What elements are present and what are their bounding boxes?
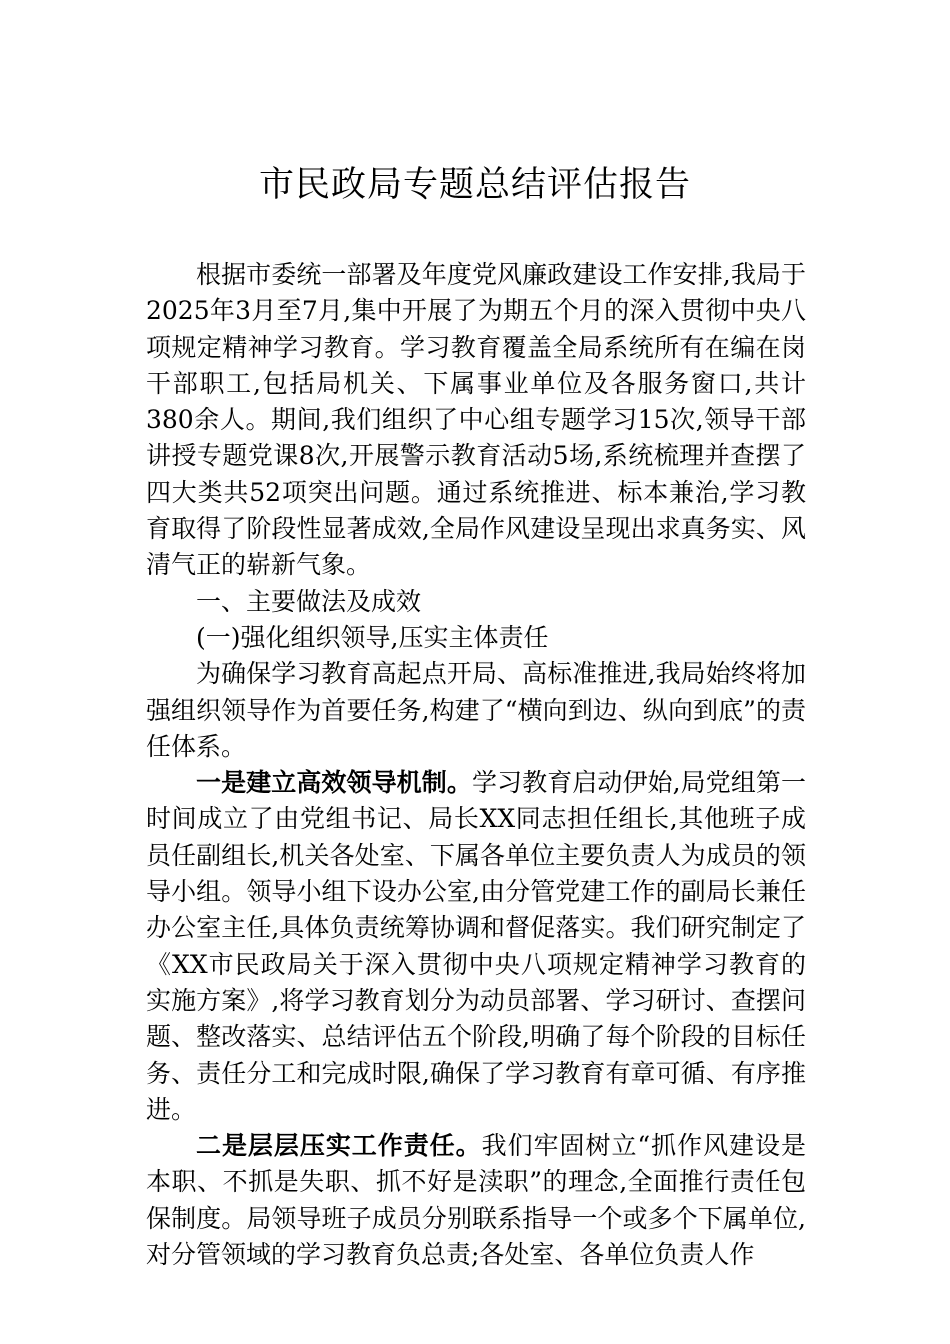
subsection-intro-paragraph (146, 656, 806, 765)
section-heading (146, 584, 806, 620)
paragraph-text: 学习教育启动伊始,局党组第一时间成立了由党组书记、局长XX同志担任组长,其他班子成员任副组长,机关各处室、下属各单位主要负责人为成员的领导小组。领导小组下设办公室,由分管党建工作的副局长兼任办公室主任,具体负责统筹协调和督促落实。我们研究制定了《XX市民政局关于深入贯彻中央八项规定精神学习教育的实施方案》,将学习教育划分为动员部署、学习研讨、查摆问题、整改落实、总结评估五个阶段,明确了每个阶段的目标任务、责任分工和完成时限,确保了学习教育有章可循、有序推进。 (146, 768, 806, 1124)
subsection-heading (146, 620, 806, 656)
point-two-paragraph (146, 1128, 806, 1273)
paragraph-text: 我们牢固树立“抓作风建设是本职、不抓是失职、抓不好是渎职”的理念,全面推行责任包保制度。局领导班子成员分别联系指导一个或多个下属单位,对分管领域的学习教育负总责;各处室、各单位负责人作 (146, 1131, 806, 1270)
document-body (146, 257, 806, 1273)
document-title: 市民政局专题总结评估报告 (258, 165, 691, 205)
paragraph-lead: 一是建立高效领导机制。 (196, 768, 472, 798)
intro-paragraph (146, 257, 806, 584)
paragraph-text: 为确保学习教育高起点开局、高标准推进,我局始终将加强组织领导作为首要任务,构建了“横向到边、纵向到底”的责任体系。 (146, 659, 806, 761)
paragraph-lead: 二是层层压实工作责任。 (196, 1131, 482, 1161)
paragraph-text: (一)强化组织领导,压实主体责任 (196, 622, 549, 652)
paragraph-text: 一、主要做法及成效 (196, 586, 422, 616)
paragraph-text: 根据市委统一部署及年度党风廉政建设工作安排,我局于2025年3月至7月,集中开展了为期五个月的深入贯彻中央八项规定精神学习教育。学习教育覆盖全局系统所有在编在岗干部职工,包括局机关、下属事业单位及各服务窗口,共计380余人。期间,我们组织了中心组专题学习15次,领导干部讲授专题党课8次,开展警示教育活动5场,系统梳理并查摆了四大类共52项突出问题。通过系统推进、标本兼治,学习教育取得了阶段性显著成效,全局作风建设呈现出求真务实、风清气正的崭新气象。 (146, 260, 806, 580)
point-one-paragraph (146, 765, 806, 1128)
